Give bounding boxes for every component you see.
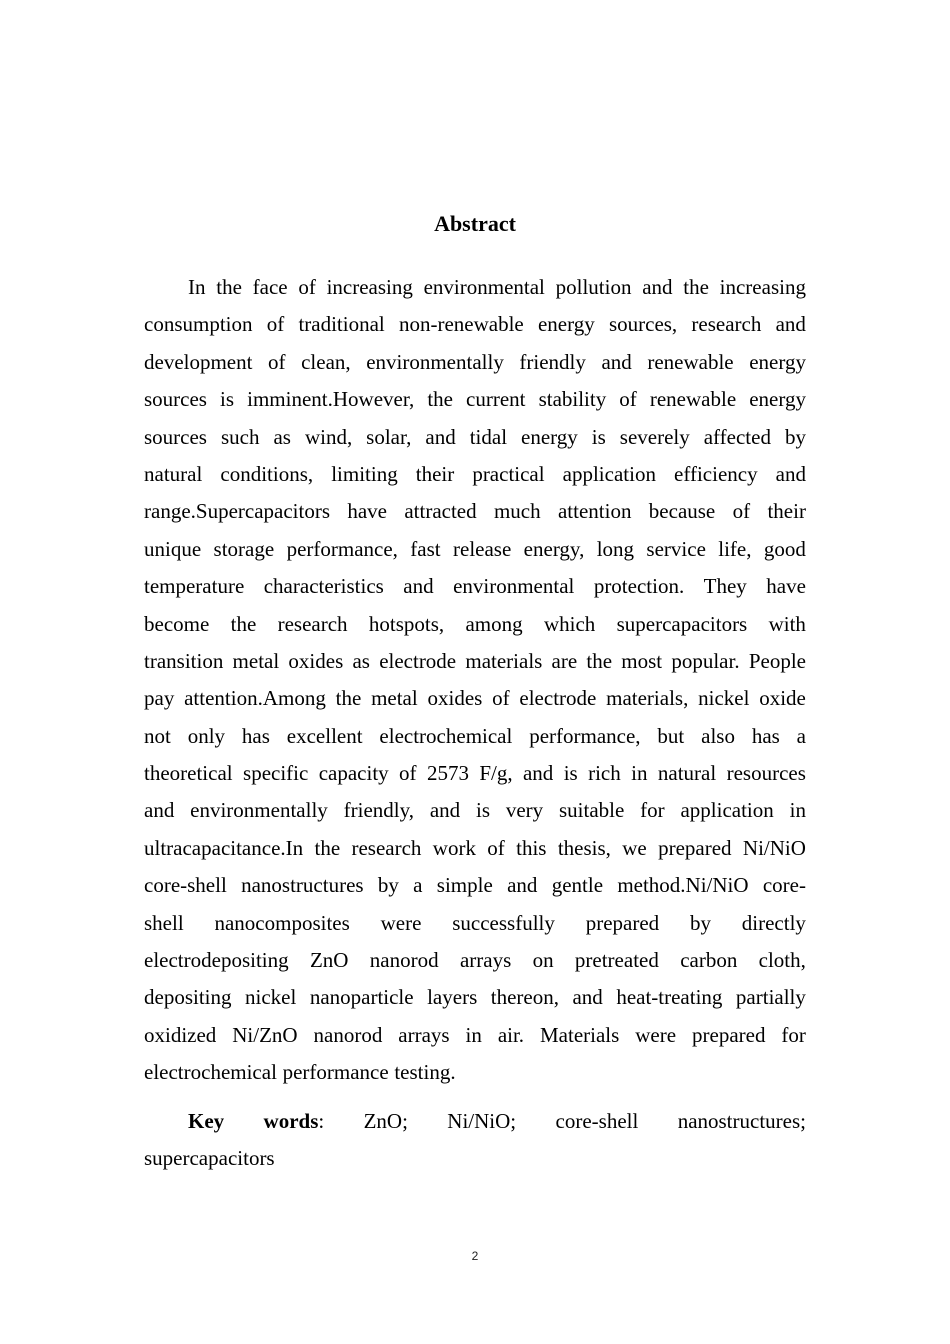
abstract-word: limiting — [331, 461, 398, 486]
abstract-word: They — [703, 574, 747, 599]
abstract-word: directly — [741, 910, 806, 935]
abstract-word: nanocomposites — [214, 910, 350, 935]
abstract-word: nanorod — [313, 1022, 383, 1047]
abstract-word: work — [432, 835, 476, 860]
abstract-word: nickel — [698, 686, 750, 711]
abstract-word: stability — [538, 387, 607, 412]
abstract-word: environmental — [423, 275, 545, 299]
abstract-word: the — [314, 835, 341, 860]
abstract-word: of — [268, 349, 286, 374]
abstract-word: their — [767, 499, 806, 524]
abstract-word: oxidized — [144, 1022, 217, 1047]
keyword-item: nanostructures; — [677, 1109, 806, 1133]
abstract-word: have — [766, 574, 806, 599]
abstract-line — [144, 792, 806, 829]
abstract-title: Abstract — [434, 211, 516, 236]
abstract-line — [144, 643, 806, 680]
abstract-word: attention — [557, 499, 632, 524]
abstract-line — [144, 493, 806, 530]
abstract-word: cloth, — [758, 948, 806, 973]
abstract-word: arrays — [459, 948, 512, 973]
abstract-word: by — [377, 873, 399, 898]
abstract-word: storage — [213, 536, 275, 561]
abstract-word: affected — [703, 424, 771, 449]
abstract-word: face — [252, 275, 288, 299]
abstract-word: is — [591, 424, 606, 449]
abstract-word: and — [572, 985, 603, 1010]
abstract-word: has — [241, 723, 270, 748]
abstract-word: People — [748, 648, 806, 673]
abstract-word: pretreated — [574, 948, 659, 973]
abstract-word: service — [646, 536, 706, 561]
abstract-word: transition — [144, 648, 224, 673]
abstract-word: suitable — [558, 798, 625, 823]
abstract-word: materials — [465, 648, 543, 673]
keywords-label-second: words: — [263, 1109, 325, 1133]
abstract-word: environmentally — [190, 798, 328, 823]
abstract-word: nanoparticle — [309, 985, 414, 1010]
abstract-line — [144, 568, 806, 605]
abstract-word: energy — [749, 349, 806, 374]
abstract-word: and — [507, 873, 538, 898]
abstract-word: of — [266, 312, 285, 337]
abstract-word: nanostructures — [241, 873, 364, 898]
abstract-word: energy — [749, 387, 806, 412]
abstract-word: the — [230, 611, 257, 636]
abstract-word: friendly, — [343, 798, 414, 823]
abstract-word: tidal — [469, 424, 508, 449]
abstract-word: prepared — [658, 835, 732, 860]
abstract-word: environmentally — [366, 349, 504, 374]
abstract-word: energy — [521, 424, 578, 449]
abstract-line — [144, 680, 806, 717]
abstract-word: the — [216, 275, 242, 299]
abstract-word: are — [551, 648, 578, 673]
abstract-word: materials, — [606, 686, 689, 711]
abstract-word: has — [751, 723, 780, 748]
abstract-word: ZnO — [309, 948, 349, 973]
abstract-word: successfully — [452, 910, 555, 935]
abstract-body — [144, 269, 806, 1092]
abstract-word: conditions, — [220, 461, 314, 486]
abstract-word: prepared — [585, 910, 660, 935]
abstract-word: were — [635, 1022, 677, 1047]
abstract-word: also — [701, 723, 735, 748]
abstract-line — [144, 381, 806, 418]
abstract-word: theoretical — [144, 761, 233, 786]
abstract-word: Ni/ZnO — [232, 1022, 298, 1047]
keywords-line-1 — [144, 1103, 806, 1140]
abstract-word: F/g, — [479, 761, 513, 786]
abstract-word: carbon — [680, 948, 738, 973]
abstract-word: severely — [619, 424, 690, 449]
abstract-word: oxide — [759, 686, 806, 711]
abstract-word: simple — [436, 873, 493, 898]
abstract-line — [144, 306, 806, 343]
abstract-word: popular. — [671, 648, 740, 673]
abstract-line — [144, 942, 806, 979]
abstract-word: increasing — [719, 275, 806, 299]
keywords-label: Key — [188, 1109, 225, 1133]
abstract-word: Materials — [540, 1022, 620, 1047]
abstract-word: imminent.However, — [247, 387, 415, 412]
abstract-word: is — [563, 761, 578, 786]
abstract-word: of — [619, 387, 637, 412]
abstract-word: fast — [410, 536, 441, 561]
abstract-word: sources — [144, 424, 207, 449]
keyword-item: supercapacitors — [144, 1146, 275, 1171]
abstract-word: pay — [144, 686, 175, 711]
abstract-word: have — [347, 499, 387, 524]
abstract-word: and — [425, 424, 456, 449]
abstract-word: among — [465, 611, 523, 636]
abstract-line — [144, 830, 806, 867]
abstract-word: the — [427, 387, 453, 412]
abstract-word: electrode — [379, 648, 457, 673]
abstract-word: thereon, — [490, 985, 559, 1010]
abstract-word: natural — [144, 461, 203, 486]
abstract-word: the — [586, 648, 613, 673]
abstract-word: energy, — [523, 536, 585, 561]
keyword-item: ZnO; — [363, 1109, 408, 1133]
keyword-item: Ni/NiO; — [447, 1109, 517, 1133]
abstract-word: application — [680, 798, 774, 823]
abstract-word: and — [601, 349, 632, 374]
abstract-word: depositing — [144, 985, 232, 1010]
abstract-word: prepared — [692, 1022, 766, 1047]
abstract-line — [144, 1017, 806, 1054]
abstract-word: consumption — [144, 312, 253, 337]
abstract-word: this — [516, 835, 547, 860]
abstract-word: supercapacitors — [616, 611, 748, 636]
abstract-word: as — [352, 648, 370, 673]
abstract-word: environmental — [453, 574, 575, 599]
abstract-word: development — [144, 349, 253, 374]
abstract-word: a — [796, 723, 806, 748]
abstract-word: range.Supercapacitors — [144, 499, 330, 524]
abstract-word: resources — [726, 761, 806, 786]
abstract-word: testing. — [394, 1060, 456, 1085]
abstract-word: very — [505, 798, 544, 823]
abstract-word: and — [144, 798, 175, 823]
abstract-word: partially — [735, 985, 806, 1010]
abstract-word: non-renewable — [398, 312, 524, 337]
abstract-word: protection. — [593, 574, 685, 599]
abstract-word: unique — [144, 536, 202, 561]
abstract-word: is — [475, 798, 490, 823]
keywords-line-2 — [144, 1140, 806, 1177]
abstract-word: become — [144, 611, 210, 636]
abstract-word: of — [732, 499, 751, 524]
abstract-word: which — [543, 611, 596, 636]
abstract-word: a — [413, 873, 423, 898]
abstract-word: performance — [282, 1060, 389, 1085]
abstract-word: ultracapacitance.In — [144, 835, 304, 860]
abstract-word: with — [768, 611, 806, 636]
abstract-word: traditional — [298, 312, 385, 337]
abstract-word: capacity — [318, 761, 389, 786]
abstract-word: method.Ni/NiO — [617, 873, 749, 898]
abstract-word: for — [781, 1022, 806, 1047]
abstract-word: core-shell — [144, 873, 227, 898]
keyword-item: core-shell — [555, 1109, 639, 1133]
abstract-word: and — [642, 275, 673, 299]
abstract-word: layers — [427, 985, 478, 1010]
abstract-word: as — [273, 424, 291, 449]
abstract-word: and — [429, 798, 461, 823]
abstract-word: and — [775, 461, 806, 486]
abstract-word: friendly — [519, 349, 586, 374]
page-number: 2 — [471, 1249, 479, 1263]
abstract-word: of — [399, 761, 417, 786]
abstract-word: life, — [718, 536, 752, 561]
abstract-word: and — [775, 312, 806, 337]
abstract-word: temperature — [144, 574, 245, 599]
abstract-word: In — [188, 275, 206, 299]
abstract-word: nickel — [245, 985, 297, 1010]
abstract-word: only — [187, 723, 226, 748]
abstract-word: specific — [243, 761, 309, 786]
abstract-word: air. — [497, 1022, 525, 1047]
abstract-word: Ni/NiO — [742, 835, 806, 860]
abstract-word: practical — [472, 461, 545, 486]
abstract-line — [144, 755, 806, 792]
abstract-line — [144, 456, 806, 493]
abstract-word: good — [763, 536, 806, 561]
abstract-word: by — [689, 910, 711, 935]
abstract-word: of — [298, 275, 316, 299]
abstract-word: renewable — [647, 349, 734, 374]
abstract-word: the — [683, 275, 709, 299]
abstract-word: and — [403, 574, 434, 599]
abstract-word: current — [466, 387, 526, 412]
abstract-word: research — [351, 835, 422, 860]
abstract-line — [144, 606, 806, 643]
abstract-line — [144, 269, 806, 306]
abstract-word: hotspots, — [368, 611, 445, 636]
abstract-word: solar, — [366, 424, 412, 449]
keywords-section — [144, 1103, 806, 1178]
abstract-word: is — [220, 387, 235, 412]
abstract-word: increasing — [326, 275, 413, 299]
abstract-word: long — [596, 536, 635, 561]
abstract-word: research — [691, 312, 762, 337]
abstract-word: shell — [144, 910, 184, 935]
abstract-word: thesis, — [557, 835, 611, 860]
abstract-word: electrodepositing — [144, 948, 289, 973]
abstract-word: research — [277, 611, 348, 636]
abstract-word: electrochemical — [144, 1060, 277, 1085]
abstract-word: and — [522, 761, 554, 786]
abstract-word: for — [640, 798, 665, 823]
abstract-word: performance, — [529, 723, 641, 748]
abstract-word: excellent — [286, 723, 363, 748]
abstract-word: wind, — [304, 424, 353, 449]
abstract-line — [144, 979, 806, 1016]
abstract-word: we — [622, 835, 647, 860]
abstract-word: were — [380, 910, 422, 935]
abstract-word: electrode — [519, 686, 597, 711]
abstract-word: clean, — [301, 349, 351, 374]
abstract-line — [144, 905, 806, 942]
abstract-word: 2573 — [426, 761, 469, 786]
abstract-word: in — [465, 1022, 482, 1047]
abstract-word: electrochemical — [379, 723, 513, 748]
abstract-line — [144, 344, 806, 381]
abstract-word: such — [220, 424, 260, 449]
abstract-word: in — [631, 761, 648, 786]
abstract-word: of — [487, 835, 505, 860]
abstract-word: but — [657, 723, 685, 748]
abstract-word: sources — [144, 387, 207, 412]
abstract-word: by — [784, 424, 806, 449]
abstract-word: oxides — [288, 648, 344, 673]
abstract-word: because — [648, 499, 716, 524]
abstract-word: pollution — [555, 275, 632, 299]
abstract-line — [144, 718, 806, 755]
abstract-word: arrays — [398, 1022, 450, 1047]
abstract-word: energy — [537, 312, 595, 337]
abstract-word: sources, — [608, 312, 678, 337]
abstract-word: much — [493, 499, 541, 524]
abstract-word: rich — [588, 761, 621, 786]
abstract-word: oxides — [427, 686, 483, 711]
abstract-word: natural — [657, 761, 717, 786]
abstract-word: core- — [762, 873, 806, 898]
abstract-word: metal — [232, 648, 280, 673]
abstract-word: efficiency — [674, 461, 758, 486]
abstract-word: their — [415, 461, 455, 486]
abstract-word: metal — [371, 686, 418, 711]
abstract-word: most — [621, 648, 663, 673]
abstract-line — [144, 531, 806, 568]
abstract-word: the — [335, 686, 362, 711]
abstract-word: on — [532, 948, 554, 973]
abstract-word: renewable — [649, 387, 737, 412]
abstract-word: performance, — [286, 536, 398, 561]
abstract-word: heat-treating — [616, 985, 723, 1010]
abstract-line — [144, 867, 806, 904]
abstract-word: not — [144, 723, 171, 748]
abstract-word: characteristics — [263, 574, 384, 599]
abstract-word: gentle — [551, 873, 604, 898]
abstract-line — [144, 1054, 806, 1091]
abstract-word: attention.Among — [184, 686, 326, 711]
abstract-word: in — [789, 798, 806, 823]
abstract-word: nanorod — [369, 948, 439, 973]
abstract-word: of — [492, 686, 510, 711]
abstract-word: release — [453, 536, 512, 561]
abstract-word: attracted — [404, 499, 477, 524]
abstract-line — [144, 419, 806, 456]
abstract-word: application — [562, 461, 656, 486]
